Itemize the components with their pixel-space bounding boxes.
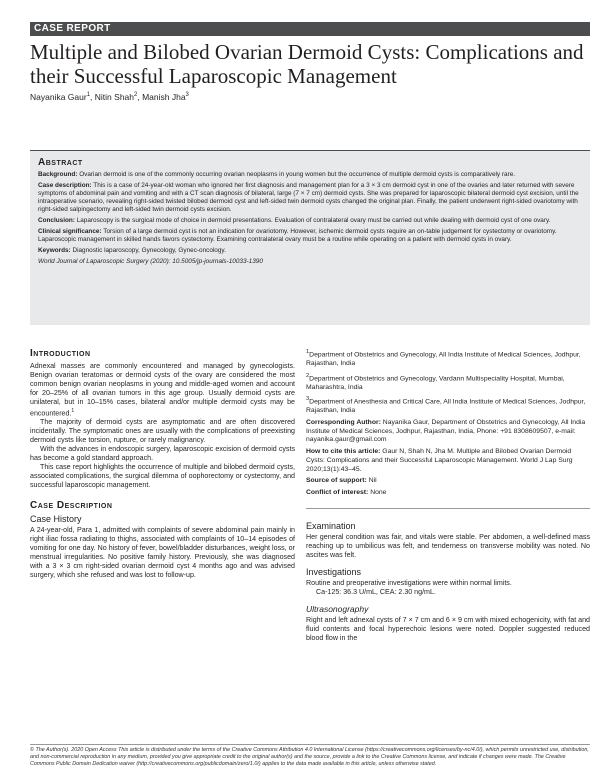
text: Adnexal masses are commonly encountered and managed by gynecologists. Benign ovarian teratomas or dermoid cysts of the ovary are considered the most common benign ovarian neoplasms in young and middle-aged women and account for 20–25% of all ovarian tumors in this age group. Usually dermoid cysts are unilateral, but in 10–15% cases, bilateral and/or multiple dermoid cysts may be encountered. bbox=[30, 362, 295, 418]
abstract-background bbox=[38, 171, 582, 179]
examination-heading: Examination bbox=[306, 521, 356, 531]
text: Diagnostic laparoscopy, Gynecology, Gynec-oncology. bbox=[72, 247, 226, 254]
column-divider bbox=[306, 508, 590, 509]
ultrasonography-text: Right and left adnexal cysts of 7 × 7 cm and 6 × 9 cm with mixed echogenicity, with fat and fluid contents and focal hyperechoic lesions were noted. Doppler suggested reduced blood flow in the bbox=[306, 616, 590, 642]
affiliation bbox=[306, 348, 590, 369]
license-footer: © The Author(s). 2020 Open Access This article is distributed under the terms of the Creative Commons Attribution 4.0 International License (https://creativecommons.org/licenses/by-nc/4.0/), which permits unrestricted use, distribution, and non-commercial reproduction in any medium, provided you give appropriate credit to the original author(s) and the source, provide a link to the Creative Commons license, and indicate if changes were made. The Creative Commons Public Domain Dedication waiver (http://creativecommons.org/publicdomain/zero/1.0/) applies to the data made available in this article, unless otherwise stated. bbox=[30, 747, 589, 767]
sup: 3 bbox=[306, 396, 310, 403]
corresponding-author bbox=[306, 419, 590, 445]
text: This is a case of 24-year-old woman who ignored her first diagnosis and management plan for a 3 × 3 cm dermoid cyst in one of the ovaries and later returned with severe symptoms of abdominal pain and vomiting and with a CT scan diagnosis of bilateral, large (7 × 7 cm) dermoid cysts. She was prepared for laparoscopic bilateral dermoid cyst excision, until the intraoperative scenario, revealing right-sided twisted bilobed dermoid cyst and left-sided twin dermoid cysts changed the original plan. Finally, the patient underwent right-sided ovariotomy with right-sided salpingectomy and left-sided twin dermoid cysts excision. bbox=[38, 182, 579, 213]
label: Conflict of interest: bbox=[306, 488, 369, 496]
how-to-cite bbox=[306, 448, 590, 474]
text: Nil bbox=[368, 477, 377, 485]
text: Department of Obstetrics and Gynecology, Vardann Multispeciality Hospital, Mumbai, Maharashtra, India bbox=[306, 374, 565, 391]
abstract-case bbox=[38, 182, 582, 214]
author-sup: 3 bbox=[185, 92, 189, 99]
right-column bbox=[306, 348, 590, 501]
label: Conclusion: bbox=[38, 217, 75, 224]
author-sup: 2 bbox=[134, 92, 138, 99]
intro-paragraph: This case report highlights the occurrence of multiple and bilobed dermoid cysts, associated complications, the surgical dilemma of oophorectomy or cystectomy, and successful laparoscopic management. bbox=[30, 463, 295, 490]
right-body bbox=[306, 518, 590, 643]
intro-paragraph: The majority of dermoid cysts are asymptomatic and are often discovered incidentally. The symptomatic ones are usually with the complications of preexisting dermoid cysts like torsion, rupture, or rarely malignancy. bbox=[30, 418, 295, 445]
label: Keywords: bbox=[38, 247, 71, 254]
conflict-of-interest bbox=[306, 489, 590, 498]
intro-paragraph bbox=[30, 362, 295, 418]
label: How to cite this article: bbox=[306, 448, 381, 456]
text: Torsion of a large dermoid cyst is not an indication for ovariotomy. However, ischemic dermoid cysts require an on-table judgement for cystectomy or ovariotomy. Laparoscopic management in skilled hands favors cystectomy. Examining contralateral ovary must be a routine while operating on a patient with dermoid cysts in ovary. bbox=[38, 228, 557, 243]
examination-text: Her general condition was fair, and vitals were stable. Per abdomen, a well-defined mass reaching up to umbilicus was felt, and tenderness on transverse mobility was noted. No ascites was felt. bbox=[306, 533, 590, 559]
label: Case description: bbox=[38, 182, 92, 189]
label: Background: bbox=[38, 171, 78, 178]
case-history-heading: Case History bbox=[30, 514, 82, 525]
abstract-clinical bbox=[38, 228, 582, 244]
label: Clinical significance: bbox=[38, 228, 102, 235]
introduction-heading: Introduction bbox=[30, 348, 91, 359]
author-list bbox=[30, 92, 189, 102]
affiliation bbox=[306, 395, 590, 416]
article-type-badge: CASE REPORT bbox=[30, 22, 590, 36]
case-history-text: A 24-year-old, Para 1, admitted with complaints of severe abdominal pain mainly in right iliac fossa radiating to thighs, associated with complaints of 10–14 episodes of vomiting for one day. No history of fever, bowel/bladder disturbances, weight loss, or menstrual irregularities. No positive family history. Previously, she was diagnosed with a 3 × 3 cm right-sided ovarian dermoid cyst 4 months ago and was advised surgery, which she refused and was lost to follow-up. bbox=[30, 526, 295, 580]
author-sep: , bbox=[90, 92, 95, 102]
intro-paragraph: With the advances in endoscopic surgery, laparoscopic excision of dermoid cysts has become a gold standard approach. bbox=[30, 445, 295, 463]
text: Department of Anesthesia and Critical Care, All India Institute of Medical Sciences, Jodhpur, Rajasthan, India bbox=[306, 398, 586, 415]
text: Ovarian dermoid is one of the commonly occurring ovarian neoplasms in young women but the occurrence of multiple dermoid cysts is comparatively rare. bbox=[79, 171, 516, 178]
author-name: Manish Jha bbox=[142, 92, 186, 102]
author-name: Nitin Shah bbox=[94, 92, 134, 102]
abstract-box bbox=[30, 150, 590, 325]
abstract-keywords bbox=[38, 247, 582, 255]
author-name: Nayanika Gaur bbox=[30, 92, 87, 102]
affiliation bbox=[306, 372, 590, 393]
investigations-heading: Investigations bbox=[306, 567, 362, 577]
investigations-values: Ca-125: 36.3 U/mL, CEA: 2.30 ng/mL. bbox=[316, 588, 436, 596]
ultrasonography-heading: Ultrasonography bbox=[306, 604, 369, 614]
ref: 1 bbox=[71, 408, 75, 414]
author-sep: , bbox=[137, 92, 143, 102]
sup: 2 bbox=[306, 372, 310, 379]
sup: 1 bbox=[306, 349, 310, 355]
text: Laparoscopy is the surgical mode of choice in dermoid presentations. Evaluation of contralateral ovary must be carried out while dealing with dermoid cyst of one ovary. bbox=[76, 217, 551, 224]
author-sup: 1 bbox=[86, 92, 91, 99]
text: Gaur N, Shah N, Jha M. Multiple and Bilobed Ovarian Dermoid Cysts: Complications and their Successful Laparoscopic Management. World J Lap Surg 2020;13(1):43–45. bbox=[306, 448, 573, 473]
label: Source of support: bbox=[306, 477, 367, 485]
left-column bbox=[30, 348, 295, 580]
citation: World Journal of Laparoscopic Surgery (2020): 10.5005/jp-journals-10033-1390 bbox=[38, 258, 263, 265]
text: Nayanika Gaur, Department of Obstetrics and Gynecology, All India Institute of Medical Sciences, Jodhpur, Rajasthan, India, Phone: +91 8308609507, e-mail: nayanika.gaur@gmail.com bbox=[306, 419, 586, 444]
footer-divider bbox=[30, 744, 590, 745]
abstract-conclusion bbox=[38, 217, 582, 225]
investigations-text: Routine and preoperative investigations were within normal limits. bbox=[306, 579, 512, 587]
abstract-heading: Abstract bbox=[38, 157, 83, 168]
abstract-citation bbox=[38, 258, 582, 266]
article-title: Multiple and Bilobed Ovarian Dermoid Cysts: Complications and their Successful Laparoscopic Management bbox=[30, 40, 584, 88]
text: Department of Obstetrics and Gynecology, All India Institute of Medical Sciences, Jodhpur, Rajasthan, India bbox=[306, 351, 581, 367]
case-description-heading: Case Description bbox=[30, 500, 113, 512]
source-of-support bbox=[306, 477, 590, 486]
text: None bbox=[370, 488, 387, 496]
label: Corresponding Author: bbox=[306, 419, 381, 427]
